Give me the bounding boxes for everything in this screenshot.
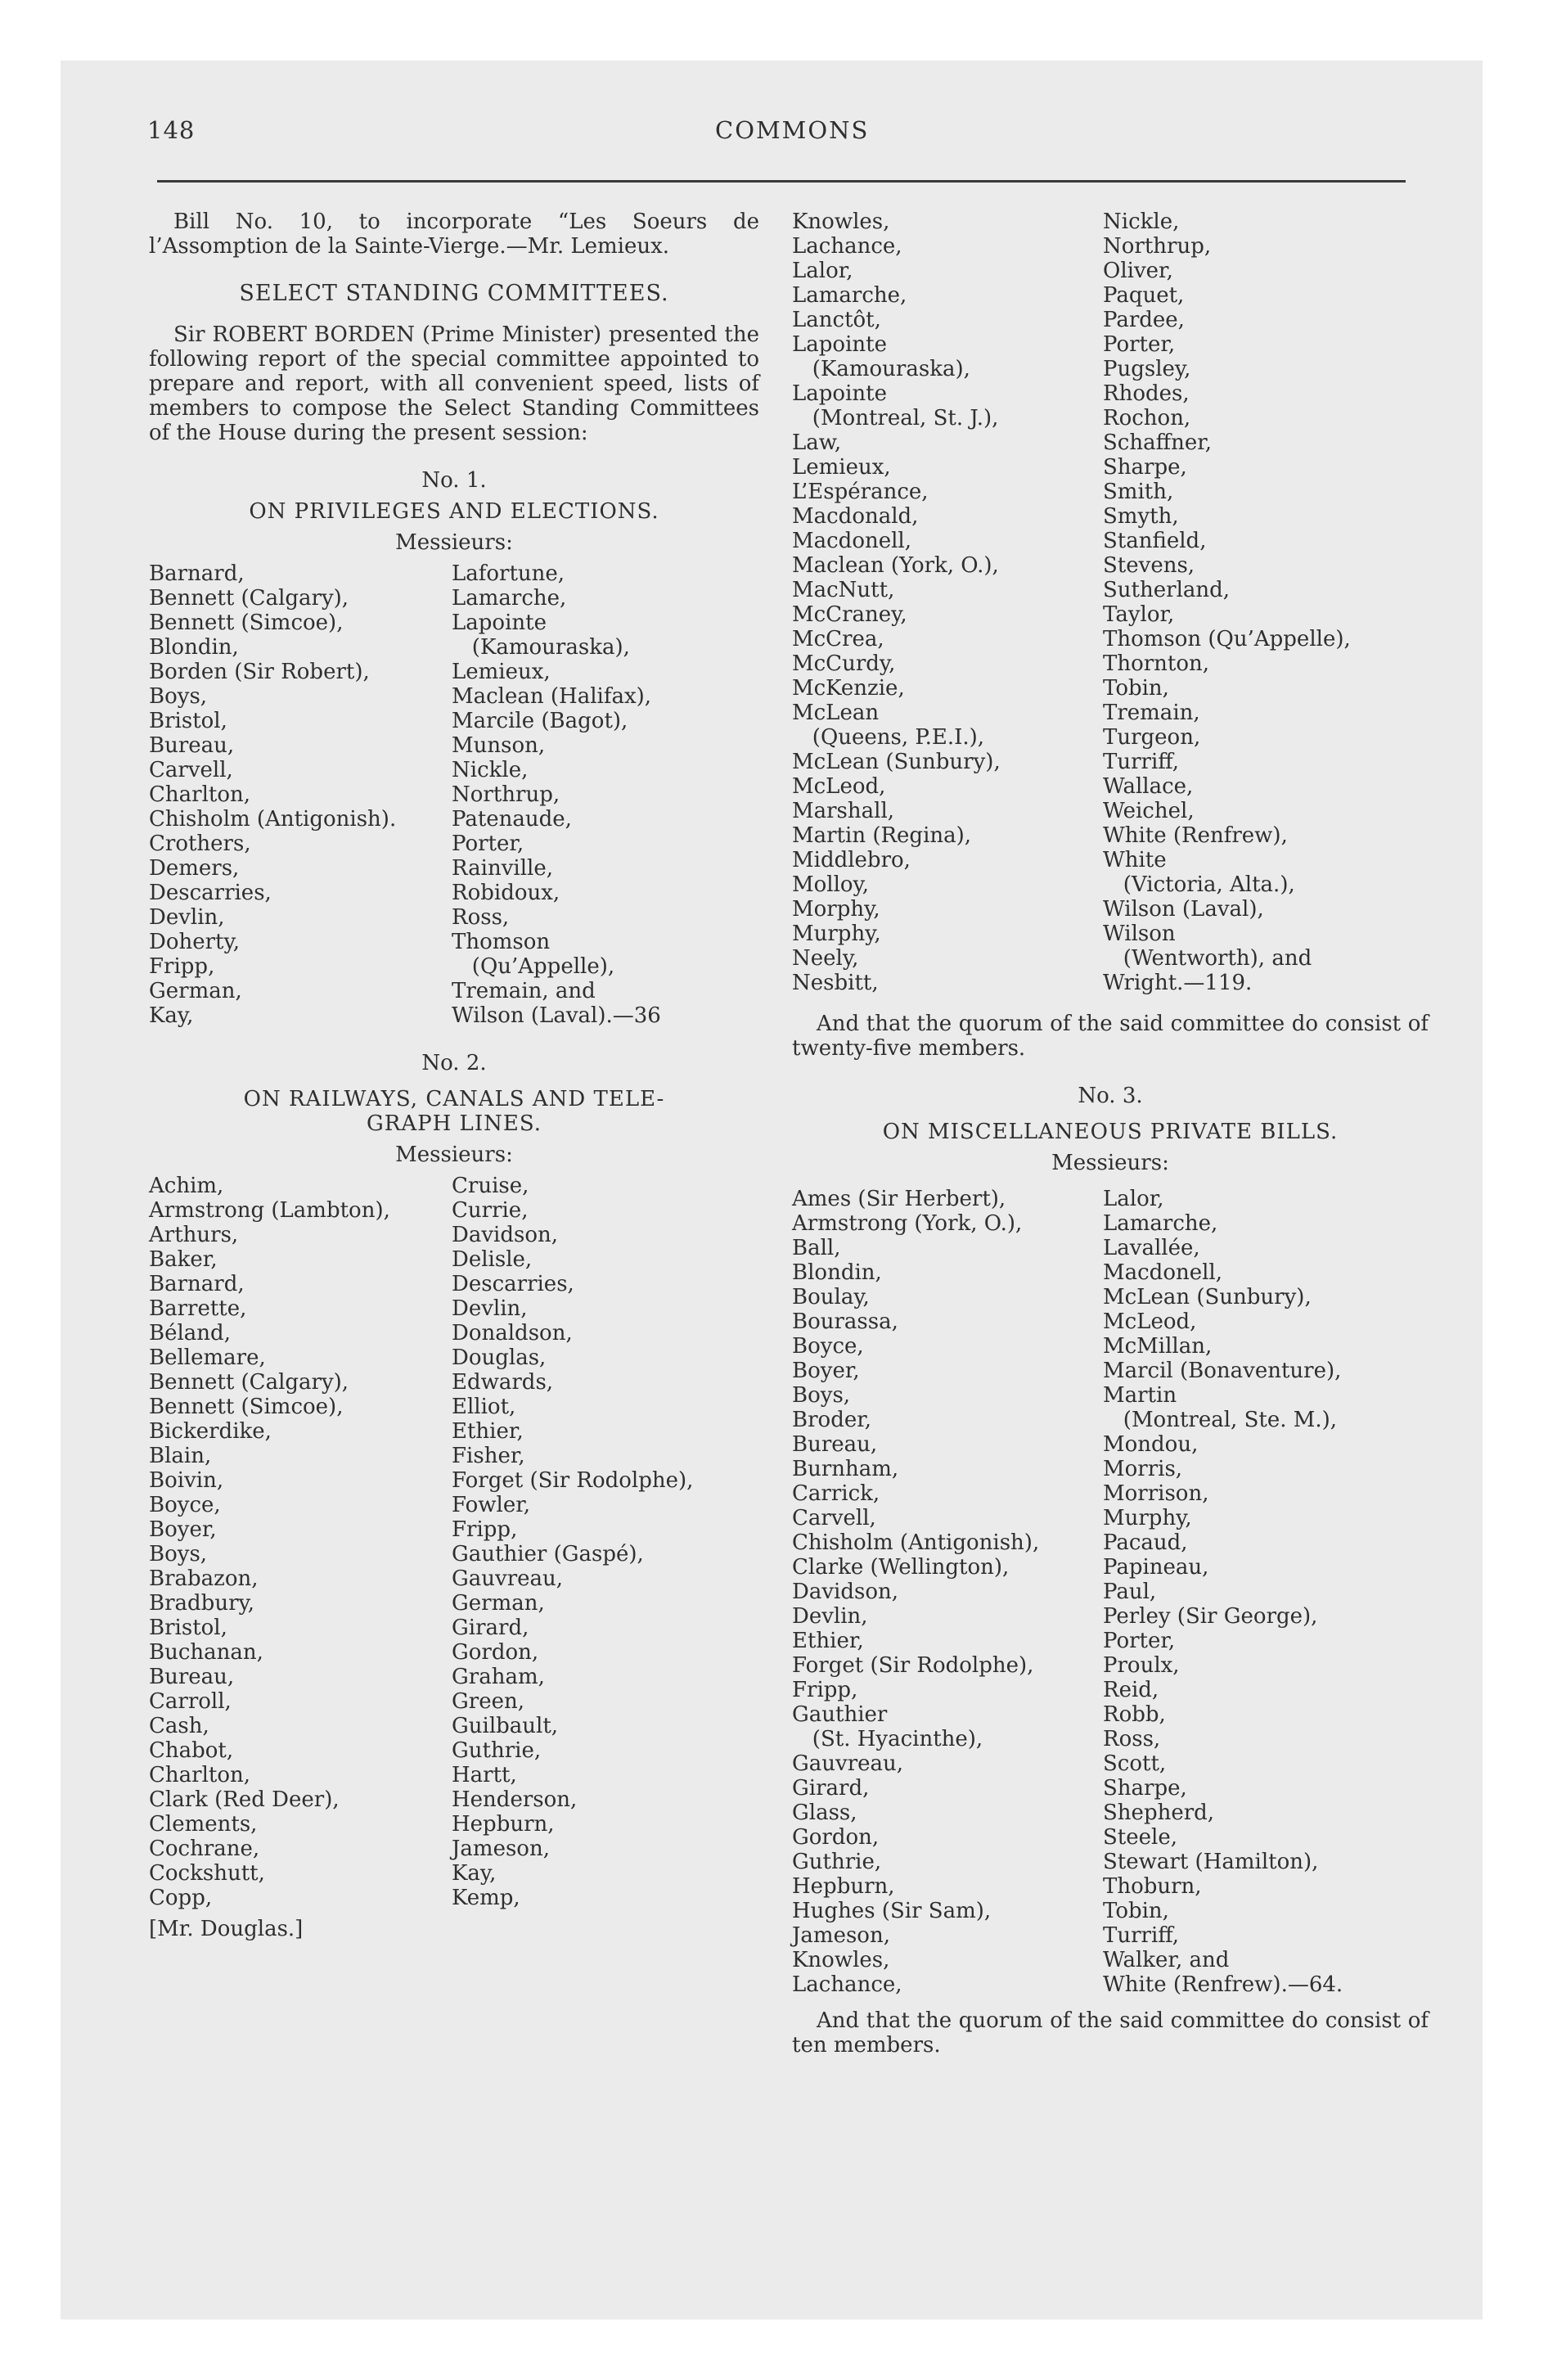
intro-paragraph: Sir ROBERT BORDEN (Prime Minister) presented the following report of the special committee appointed to prepare and report, with all convenient speed, lists of members to compose the Select Standing Committees of the House during the present session: bbox=[149, 322, 759, 445]
member-name: Maclean (Halifax), bbox=[452, 684, 652, 709]
member-name: Lalor, bbox=[1103, 1187, 1164, 1211]
member-name: Graham, bbox=[452, 1665, 545, 1689]
running-title: COMMONS bbox=[715, 116, 870, 144]
member-name: Stanfield, bbox=[1103, 529, 1207, 553]
member-name: Blain, bbox=[149, 1444, 212, 1468]
member-name: Bourassa, bbox=[792, 1309, 898, 1334]
member-name: Rainville, bbox=[452, 856, 554, 881]
member-name: Gauvreau, bbox=[452, 1566, 564, 1591]
member-name: Gauthier bbox=[792, 1702, 888, 1727]
header-rule bbox=[157, 180, 1406, 183]
member-name: Law, bbox=[792, 430, 842, 455]
member-name: Porter, bbox=[452, 832, 524, 856]
member-name: Stewart (Hamilton), bbox=[1103, 1850, 1319, 1874]
member-name: Delisle, bbox=[452, 1247, 533, 1272]
member-name: Hartt, bbox=[452, 1763, 517, 1787]
member-name: Nickle, bbox=[1103, 210, 1180, 234]
member-name: Copp, bbox=[149, 1886, 213, 1910]
member-name: McCrea, bbox=[792, 627, 884, 651]
member-name: Papineau, bbox=[1103, 1555, 1209, 1580]
member-name: Murphy, bbox=[792, 922, 881, 946]
member-name: McLean bbox=[792, 701, 880, 725]
member-name: Hughes (Sir Sam), bbox=[792, 1899, 992, 1923]
member-name: Turgeon, bbox=[1103, 725, 1201, 750]
member-name: Buchanan, bbox=[149, 1640, 263, 1665]
member-name: Lamarche, bbox=[1103, 1211, 1218, 1236]
member-name: Doherty, bbox=[149, 930, 241, 954]
member-name: Fripp, bbox=[792, 1678, 858, 1702]
member-name: Guthrie, bbox=[452, 1738, 542, 1763]
member-name: (Queens, P.E.I.), bbox=[792, 725, 985, 750]
member-name: Marcile (Bagot), bbox=[452, 709, 628, 733]
member-name: Barnard, bbox=[149, 1272, 245, 1296]
member-name: Burnham, bbox=[792, 1457, 899, 1481]
member-name: Devlin, bbox=[792, 1604, 868, 1629]
member-name: Armstrong (Lambton), bbox=[149, 1198, 390, 1223]
member-name: Carroll, bbox=[149, 1689, 232, 1714]
member-name: Schaffner, bbox=[1103, 430, 1213, 455]
member-name: Achim, bbox=[149, 1174, 224, 1198]
member-name: Boyce, bbox=[149, 1493, 221, 1517]
member-name: Tobin, bbox=[1103, 1899, 1169, 1923]
member-name: Girard, bbox=[452, 1616, 529, 1640]
member-name: Guilbault, bbox=[452, 1714, 559, 1738]
member-name: Carrick, bbox=[792, 1481, 880, 1506]
member-name: White (Renfrew).—64. bbox=[1103, 1972, 1343, 1997]
member-name: Cruise, bbox=[452, 1174, 529, 1198]
member-name: Thomson bbox=[452, 930, 551, 954]
member-name: Macdonald, bbox=[792, 504, 919, 529]
member-name: Lemieux, bbox=[452, 660, 551, 684]
member-name: Jameson, bbox=[452, 1837, 550, 1861]
member-name: Cochrane, bbox=[149, 1837, 260, 1861]
committee-2-title-line1: ON RAILWAYS, CANALS AND TELE- bbox=[243, 1087, 665, 1111]
page-number: 148 bbox=[147, 116, 196, 144]
member-name: Wilson bbox=[1103, 922, 1176, 946]
member-name: (Montreal, Ste. M.), bbox=[1103, 1408, 1338, 1432]
member-name: Maclean (York, O.), bbox=[792, 553, 999, 578]
member-name: Davidson, bbox=[452, 1223, 558, 1247]
member-name: Nickle, bbox=[452, 758, 529, 782]
member-name: Carvell, bbox=[149, 758, 233, 782]
member-name: Shepherd, bbox=[1103, 1801, 1215, 1825]
member-name: Paul, bbox=[1103, 1580, 1157, 1604]
member-name: Perley (Sir George), bbox=[1103, 1604, 1318, 1629]
intro-bill: Bill No. 10, to incorporate “Les Soeurs de l’Assomption de la Sainte-Vierge.—Mr. Lemieux. bbox=[149, 210, 759, 259]
member-name: Bristol, bbox=[149, 1616, 227, 1640]
committee-3-quorum: And that the quorum of the said committee do consist of ten members. bbox=[792, 2008, 1429, 2058]
member-name: Ross, bbox=[1103, 1727, 1161, 1751]
member-name: Neely, bbox=[792, 946, 859, 971]
member-name: Bureau, bbox=[149, 1665, 235, 1689]
member-name: Lamarche, bbox=[792, 283, 907, 308]
member-name: Arthurs, bbox=[149, 1223, 239, 1247]
member-name: Stevens, bbox=[1103, 553, 1195, 578]
member-name: Crothers, bbox=[149, 832, 251, 856]
member-name: Tremain, and bbox=[452, 979, 596, 1003]
member-name: Macdonell, bbox=[792, 529, 912, 553]
member-name: Nesbitt, bbox=[792, 971, 879, 995]
member-name: Fripp, bbox=[149, 954, 215, 979]
member-name: Chisholm (Antigonish), bbox=[792, 1530, 1040, 1555]
member-name: Blondin, bbox=[149, 635, 239, 660]
member-name: Ethier, bbox=[792, 1629, 864, 1653]
member-name: Jameson, bbox=[792, 1923, 890, 1948]
member-name: Barnard, bbox=[149, 561, 245, 586]
member-name: Gordon, bbox=[452, 1640, 539, 1665]
member-name: Gauvreau, bbox=[792, 1751, 904, 1776]
member-name: Kemp, bbox=[452, 1886, 520, 1910]
member-name: Bureau, bbox=[792, 1432, 878, 1457]
member-name: Sharpe, bbox=[1103, 455, 1187, 480]
member-name: Hepburn, bbox=[792, 1874, 895, 1899]
member-name: Forget (Sir Rodolphe), bbox=[452, 1468, 694, 1493]
member-name: Lapointe bbox=[792, 332, 887, 357]
committee-2-title-line2: GRAPH LINES. bbox=[367, 1111, 542, 1136]
member-name: Pacaud, bbox=[1103, 1530, 1188, 1555]
committee-2-member-list-part1 bbox=[149, 1174, 759, 1910]
member-name: Rhodes, bbox=[1103, 381, 1190, 406]
member-name: Boivin, bbox=[149, 1468, 224, 1493]
member-name: Knowles, bbox=[792, 210, 890, 234]
member-name: Elliot, bbox=[452, 1395, 516, 1419]
member-name: Sharpe, bbox=[1103, 1776, 1187, 1801]
member-name: German, bbox=[452, 1591, 545, 1616]
member-name: Morphy, bbox=[792, 897, 880, 922]
section-title: SELECT STANDING COMMITTEES. bbox=[239, 281, 669, 306]
member-name: Lemieux, bbox=[792, 455, 891, 480]
member-name: Gordon, bbox=[792, 1825, 880, 1850]
member-name: Lanctôt, bbox=[792, 308, 881, 332]
committee-1-messieurs: Messieurs: bbox=[395, 530, 513, 555]
page-header bbox=[110, 116, 1402, 152]
member-name: Lavallée, bbox=[1103, 1236, 1200, 1260]
member-name: Henderson, bbox=[452, 1787, 578, 1812]
member-name: Ames (Sir Herbert), bbox=[792, 1187, 1006, 1211]
member-name: Lafortune, bbox=[452, 561, 565, 586]
member-name: Bennett (Calgary), bbox=[149, 1370, 349, 1395]
member-name: Kay, bbox=[149, 1003, 194, 1028]
member-name: Bennett (Calgary), bbox=[149, 586, 349, 611]
member-name: Boulay, bbox=[792, 1285, 870, 1309]
member-name: Bristol, bbox=[149, 709, 227, 733]
member-name: White (Renfrew), bbox=[1103, 823, 1288, 848]
member-name: Bennett (Simcoe), bbox=[149, 611, 344, 635]
member-name: McLean (Sunbury), bbox=[1103, 1285, 1312, 1309]
right-column bbox=[792, 210, 1429, 2058]
member-name: Martin bbox=[1103, 1383, 1177, 1408]
member-name: Lachance, bbox=[792, 1972, 902, 1997]
member-name: Lamarche, bbox=[452, 586, 567, 611]
member-name: Ball, bbox=[792, 1236, 841, 1260]
member-name: Ethier, bbox=[452, 1419, 524, 1444]
member-name: Chabot, bbox=[149, 1738, 234, 1763]
member-name: (Montreal, St. J.), bbox=[792, 406, 999, 430]
member-name: Devlin, bbox=[149, 905, 225, 930]
committee-1-title: ON PRIVILEGES AND ELECTIONS. bbox=[249, 499, 659, 524]
left-column bbox=[149, 210, 759, 1941]
member-name: Devlin, bbox=[452, 1296, 528, 1321]
member-name: Steele, bbox=[1103, 1825, 1177, 1850]
member-name: Lapointe bbox=[792, 381, 887, 406]
member-name: Munson, bbox=[452, 733, 546, 758]
member-name: Boyer, bbox=[149, 1517, 217, 1542]
member-name: Rochon, bbox=[1103, 406, 1191, 430]
member-name: Middlebro, bbox=[792, 848, 911, 872]
member-name: Pardee, bbox=[1103, 308, 1185, 332]
member-name: Northrup, bbox=[452, 782, 560, 807]
member-name: Scott, bbox=[1103, 1751, 1167, 1776]
member-name: Wilson (Laval), bbox=[1103, 897, 1264, 922]
member-name: Armstrong (York, O.), bbox=[792, 1211, 1023, 1236]
member-name: Thoburn, bbox=[1103, 1874, 1202, 1899]
member-name: Turriff, bbox=[1103, 1923, 1180, 1948]
member-name: Borden (Sir Robert), bbox=[149, 660, 370, 684]
member-name: Douglas, bbox=[452, 1346, 547, 1370]
member-name: (Victoria, Alta.), bbox=[1103, 872, 1295, 897]
member-name: Bureau, bbox=[149, 733, 235, 758]
member-name: Paquet, bbox=[1103, 283, 1185, 308]
member-name: Mondou, bbox=[1103, 1432, 1199, 1457]
member-name: Girard, bbox=[792, 1776, 870, 1801]
member-name: Blondin, bbox=[792, 1260, 882, 1285]
member-name: Martin (Regina), bbox=[792, 823, 972, 848]
member-name: Ross, bbox=[452, 905, 510, 930]
committee-3-member-list bbox=[792, 1187, 1429, 1997]
member-name: Marcil (Bonaventure), bbox=[1103, 1359, 1342, 1383]
member-name: Oliver, bbox=[1103, 259, 1173, 283]
member-name: Porter, bbox=[1103, 1629, 1176, 1653]
committee-3-number: No. 3. bbox=[1078, 1084, 1143, 1108]
member-name: Glass, bbox=[792, 1801, 857, 1825]
member-name: Descarries, bbox=[149, 881, 272, 905]
member-name: L’Espérance, bbox=[792, 480, 929, 504]
member-name: Descarries, bbox=[452, 1272, 574, 1296]
member-name: Smith, bbox=[1103, 480, 1174, 504]
member-name: Turriff, bbox=[1103, 750, 1180, 774]
speaker-footer: [Mr. Douglas.] bbox=[149, 1917, 304, 1941]
member-name: Clark (Red Deer), bbox=[149, 1787, 340, 1812]
member-name: Baker, bbox=[149, 1247, 218, 1272]
member-name: Guthrie, bbox=[792, 1850, 882, 1874]
member-name: McCraney, bbox=[792, 602, 907, 627]
member-name: Davidson, bbox=[792, 1580, 898, 1604]
member-name: Marshall, bbox=[792, 799, 895, 823]
member-name: Cockshutt, bbox=[149, 1861, 265, 1886]
member-name: Sutherland, bbox=[1103, 578, 1231, 602]
member-name: Tremain, bbox=[1103, 701, 1200, 725]
member-name: (Wentworth), and bbox=[1103, 946, 1312, 971]
committee-2-member-list-part2 bbox=[792, 210, 1429, 995]
member-name: Robb, bbox=[1103, 1702, 1166, 1727]
committee-3-messieurs: Messieurs: bbox=[1051, 1151, 1169, 1175]
member-name: Patenaude, bbox=[452, 807, 572, 832]
member-name: Green, bbox=[452, 1689, 524, 1714]
member-name: (Kamouraska), bbox=[452, 635, 630, 660]
member-name: Walker, and bbox=[1103, 1948, 1230, 1972]
member-name: Murphy, bbox=[1103, 1506, 1192, 1530]
member-name: Smyth, bbox=[1103, 504, 1179, 529]
member-name: Molloy, bbox=[792, 872, 870, 897]
member-name: Fisher, bbox=[452, 1444, 525, 1468]
member-name: Edwards, bbox=[452, 1370, 554, 1395]
member-name: Tobin, bbox=[1103, 676, 1169, 701]
member-name: Clements, bbox=[149, 1812, 258, 1837]
member-name: Proulx, bbox=[1103, 1653, 1180, 1678]
member-name: (Qu’Appelle), bbox=[452, 954, 615, 979]
member-name: Boyer, bbox=[792, 1359, 860, 1383]
member-name: Kay, bbox=[452, 1861, 497, 1886]
committee-2-number: No. 2. bbox=[421, 1051, 487, 1075]
member-name: Pugsley, bbox=[1103, 357, 1191, 381]
member-name: Chisholm (Antigonish). bbox=[149, 807, 397, 832]
member-name: Boys, bbox=[149, 684, 208, 709]
member-name: Lachance, bbox=[792, 234, 902, 259]
member-name: Bellemare, bbox=[149, 1346, 266, 1370]
member-name: Boyce, bbox=[792, 1334, 864, 1359]
member-name: Weichel, bbox=[1103, 799, 1195, 823]
committee-2-quorum: And that the quorum of the said committee do consist of twenty-five members. bbox=[792, 1012, 1429, 1061]
member-name: Wilson (Laval).—36 bbox=[452, 1003, 661, 1028]
member-name: Robidoux, bbox=[452, 881, 560, 905]
member-name: Fripp, bbox=[452, 1517, 518, 1542]
member-name: German, bbox=[149, 979, 242, 1003]
member-name: McLeod, bbox=[792, 774, 886, 799]
member-name: Thomson (Qu’Appelle), bbox=[1103, 627, 1351, 651]
member-name: (St. Hyacinthe), bbox=[792, 1727, 983, 1751]
member-name: Cash, bbox=[149, 1714, 209, 1738]
member-name: McCurdy, bbox=[792, 651, 896, 676]
member-name: Forget (Sir Rodolphe), bbox=[792, 1653, 1034, 1678]
member-name: Northrup, bbox=[1103, 234, 1212, 259]
committee-2-messieurs: Messieurs: bbox=[395, 1143, 513, 1167]
member-name: McKenzie, bbox=[792, 676, 905, 701]
member-name: Thornton, bbox=[1103, 651, 1210, 676]
member-name: Brabazon, bbox=[149, 1566, 259, 1591]
member-name: Reid, bbox=[1103, 1678, 1159, 1702]
member-name: Lapointe bbox=[452, 611, 547, 635]
member-name: Gauthier (Gaspé), bbox=[452, 1542, 644, 1566]
member-name: Barrette, bbox=[149, 1296, 247, 1321]
member-name: Morris, bbox=[1103, 1457, 1183, 1481]
member-name: Bennett (Simcoe), bbox=[149, 1395, 344, 1419]
member-name: (Kamouraska), bbox=[792, 357, 970, 381]
committee-3-title: ON MISCELLANEOUS PRIVATE BILLS. bbox=[882, 1120, 1339, 1144]
member-name: Currie, bbox=[452, 1198, 529, 1223]
member-name: Clarke (Wellington), bbox=[792, 1555, 1010, 1580]
member-name: Charlton, bbox=[149, 1763, 250, 1787]
member-name: Macdonell, bbox=[1103, 1260, 1223, 1285]
member-name: Bradbury, bbox=[149, 1591, 254, 1616]
member-name: Boys, bbox=[149, 1542, 208, 1566]
member-name: McLean (Sunbury), bbox=[792, 750, 1001, 774]
member-name: White bbox=[1103, 848, 1167, 872]
member-name: Taylor, bbox=[1103, 602, 1175, 627]
committee-1-number: No. 1. bbox=[421, 468, 487, 493]
member-name: Morrison, bbox=[1103, 1481, 1209, 1506]
member-name: Wallace, bbox=[1103, 774, 1194, 799]
member-name: Demers, bbox=[149, 856, 240, 881]
member-name: Carvell, bbox=[792, 1506, 876, 1530]
member-name: Broder, bbox=[792, 1408, 872, 1432]
member-name: Bickerdike, bbox=[149, 1419, 272, 1444]
member-name: Wright.—119. bbox=[1103, 971, 1253, 995]
member-name: Knowles, bbox=[792, 1948, 890, 1972]
member-name: Porter, bbox=[1103, 332, 1176, 357]
member-name: Boys, bbox=[792, 1383, 851, 1408]
member-name: Fowler, bbox=[452, 1493, 531, 1517]
member-name: Charlton, bbox=[149, 782, 250, 807]
member-name: McMillan, bbox=[1103, 1334, 1213, 1359]
member-name: MacNutt, bbox=[792, 578, 895, 602]
member-name: Donaldson, bbox=[452, 1321, 573, 1346]
member-name: Béland, bbox=[149, 1321, 231, 1346]
committee-1-member-list bbox=[149, 561, 759, 1028]
member-name: McLeod, bbox=[1103, 1309, 1197, 1334]
member-name: Lalor, bbox=[792, 259, 853, 283]
member-name: Hepburn, bbox=[452, 1812, 555, 1837]
